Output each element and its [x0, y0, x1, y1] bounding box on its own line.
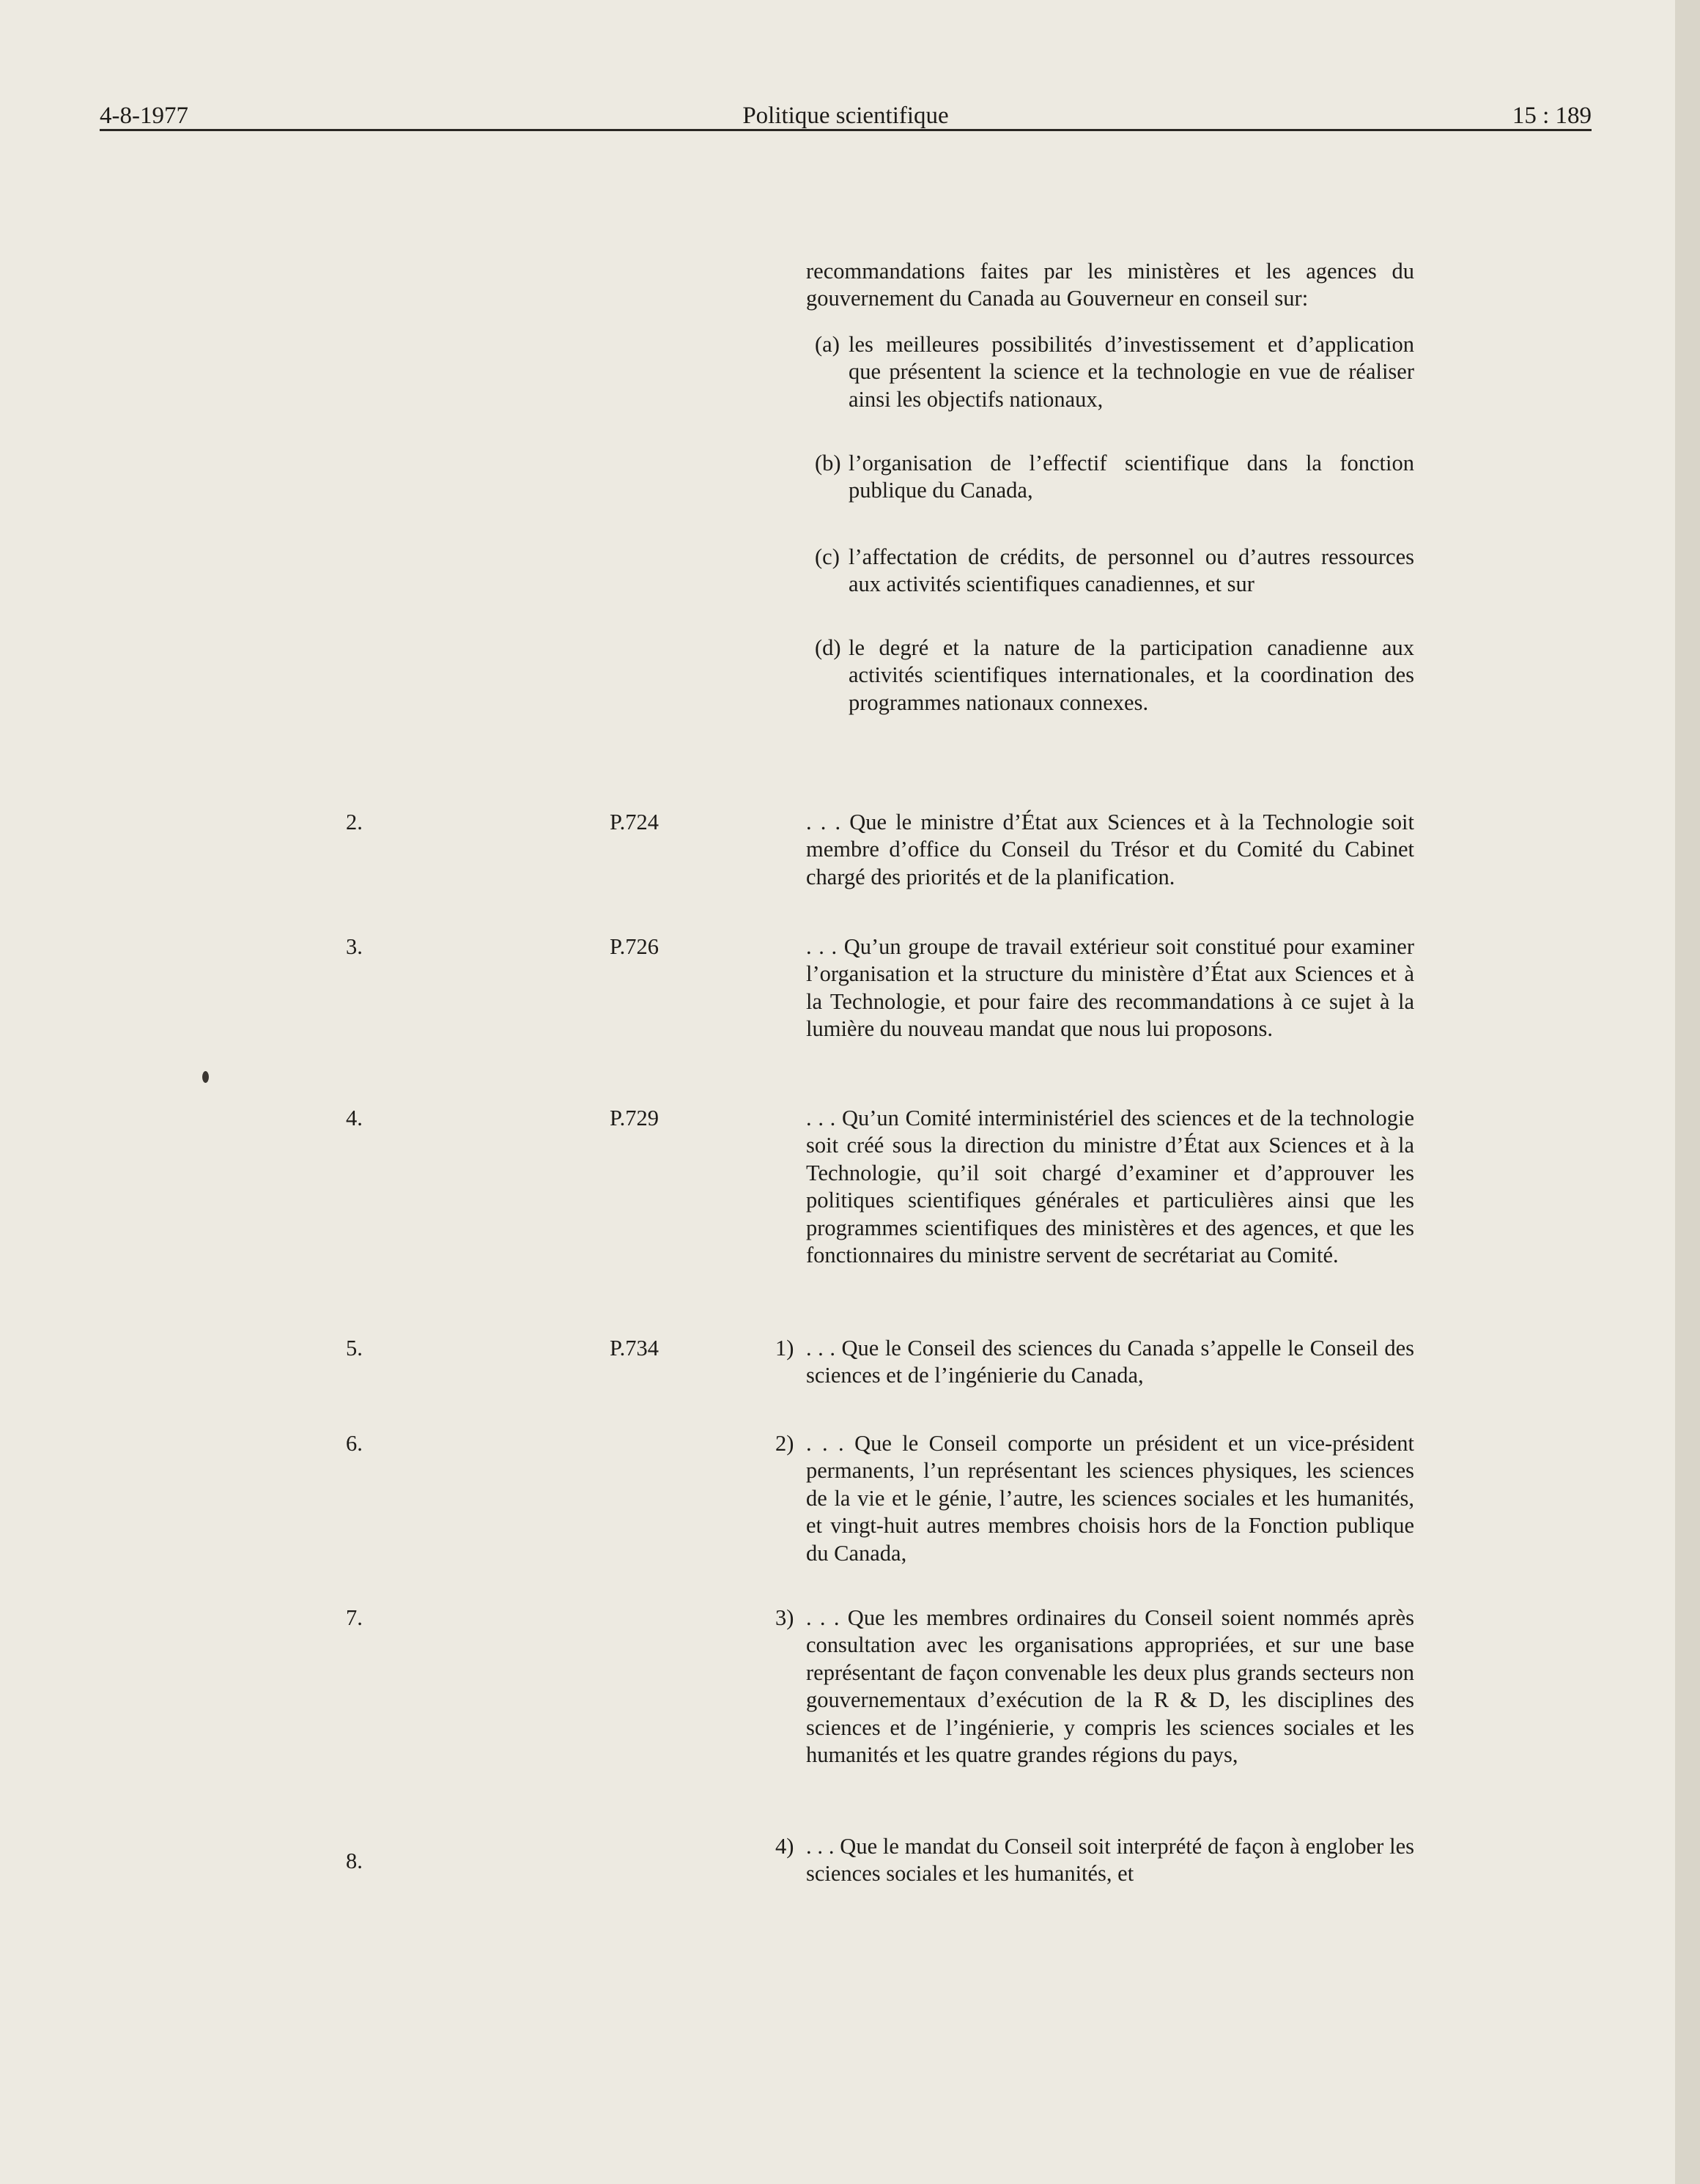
- header-page-number: 15 : 189: [1512, 103, 1592, 129]
- item-reference: P.724: [610, 810, 659, 834]
- item-reference: P.726: [610, 934, 659, 959]
- item-text: [775, 1833, 1414, 1888]
- subitem-a: [815, 331, 1414, 413]
- item-sublabel: 1): [775, 1336, 794, 1361]
- subitem-label: (a): [815, 332, 840, 357]
- subitem-c: [815, 544, 1414, 599]
- item-number: 4.: [346, 1106, 363, 1130]
- subitem-d: [815, 634, 1414, 717]
- item-number: 6.: [346, 1431, 363, 1456]
- item-number: 8.: [346, 1848, 363, 1873]
- subitem-text: les meilleures possibilités d’investissement et d’application que présentent la science et la technologie en vue de réaliser ainsi les objectifs nationaux,: [849, 332, 1414, 412]
- item-number: 2.: [346, 810, 363, 834]
- item-number: 7.: [346, 1605, 363, 1630]
- subitem-text: l’organisation de l’effectif scientifique dans la fonction publique du Canada,: [849, 451, 1414, 503]
- item-body: . . . Que les membres ordinaires du Conseil soient nommés après consultation avec les organisations appropriées, et sur une base représentant de façon convenable les deux plus grands secteurs non gouvernementaux d’exécution de la R & D, les disciplines des sciences et de l’ingénierie, y compris les sciences sociales et les humanités et les quatre grandes régions du pays,: [806, 1605, 1414, 1768]
- item-sublabel: 3): [775, 1605, 794, 1630]
- item-text: [775, 1335, 1414, 1390]
- item-body: . . . Que le Conseil des sciences du Canada s’appelle le Conseil des sciences et de l’ingénierie du Canada,: [806, 1336, 1414, 1388]
- item-text: . . . Qu’un groupe de travail extérieur soit constitué pour examiner l’organisation et la structure du ministère d’État aux Sciences et à la Technologie, et pour faire des recommandations à ce sujet à la lumière du nouveau mandat que nous lui proposons.: [806, 934, 1414, 1042]
- item-text: . . . Que le ministre d’État aux Sciences et à la Technologie soit membre d’office du Conseil du Trésor et du Comité du Cabinet chargé des priorités et de la planification.: [806, 810, 1414, 889]
- subitem-text: l’affectation de crédits, de personnel ou d’autres ressources aux activités scientifiques canadiennes, et sur: [849, 544, 1414, 597]
- item-sublabel: 4): [775, 1834, 794, 1859]
- item-body: . . . Que le mandat du Conseil soit interprété de façon à englober les sciences sociales et les humanités, et: [806, 1834, 1414, 1887]
- subitem-b: [815, 450, 1414, 505]
- item-text: [775, 1430, 1414, 1567]
- page-edge: [1675, 0, 1700, 2184]
- item-number: 3.: [346, 934, 363, 959]
- subitem-label: (b): [815, 451, 841, 475]
- item-body: . . . Que le Conseil comporte un président et un vice-président permanents, l’un représentant les sciences physiques, les sciences de la vie et le génie, l’autre, les sciences sociales et les humanités, et vingt-huit autres membres choisis hors de la Fonction publique du Canada,: [806, 1431, 1414, 1566]
- header-title: Politique scientifique: [742, 103, 949, 129]
- item-reference: P.729: [610, 1106, 659, 1130]
- item-sublabel: 2): [775, 1431, 794, 1456]
- item-number: 5.: [346, 1336, 363, 1361]
- header-date: 4-8-1977: [100, 103, 188, 129]
- ink-speck: [202, 1071, 209, 1083]
- item-text: . . . Qu’un Comité interministériel des sciences et de la technologie soit créé sous la direction du ministre d’État aux Sciences et à la Technologie, qu’il soit chargé d’examiner et d’approuver les politiques scientifiques générales et particulières ainsi que les programmes scientifiques des ministères et des agences, et que les fonctionnaires du ministre servent de secrétariat au Comité.: [806, 1106, 1414, 1268]
- item-reference: P.734: [610, 1336, 659, 1361]
- item-text: [775, 1604, 1414, 1769]
- subitem-label: (c): [815, 544, 840, 569]
- header-rule: [100, 129, 1592, 131]
- intro-paragraph: recommandations faites par les ministères et les agences du gouvernement du Canada au Gouverneur en conseil sur:: [806, 259, 1414, 311]
- subitem-text: le degré et la nature de la participation canadienne aux activités scientifiques internationales, et la coordination des programmes nationaux connexes.: [849, 635, 1414, 715]
- subitem-label: (d): [815, 635, 841, 660]
